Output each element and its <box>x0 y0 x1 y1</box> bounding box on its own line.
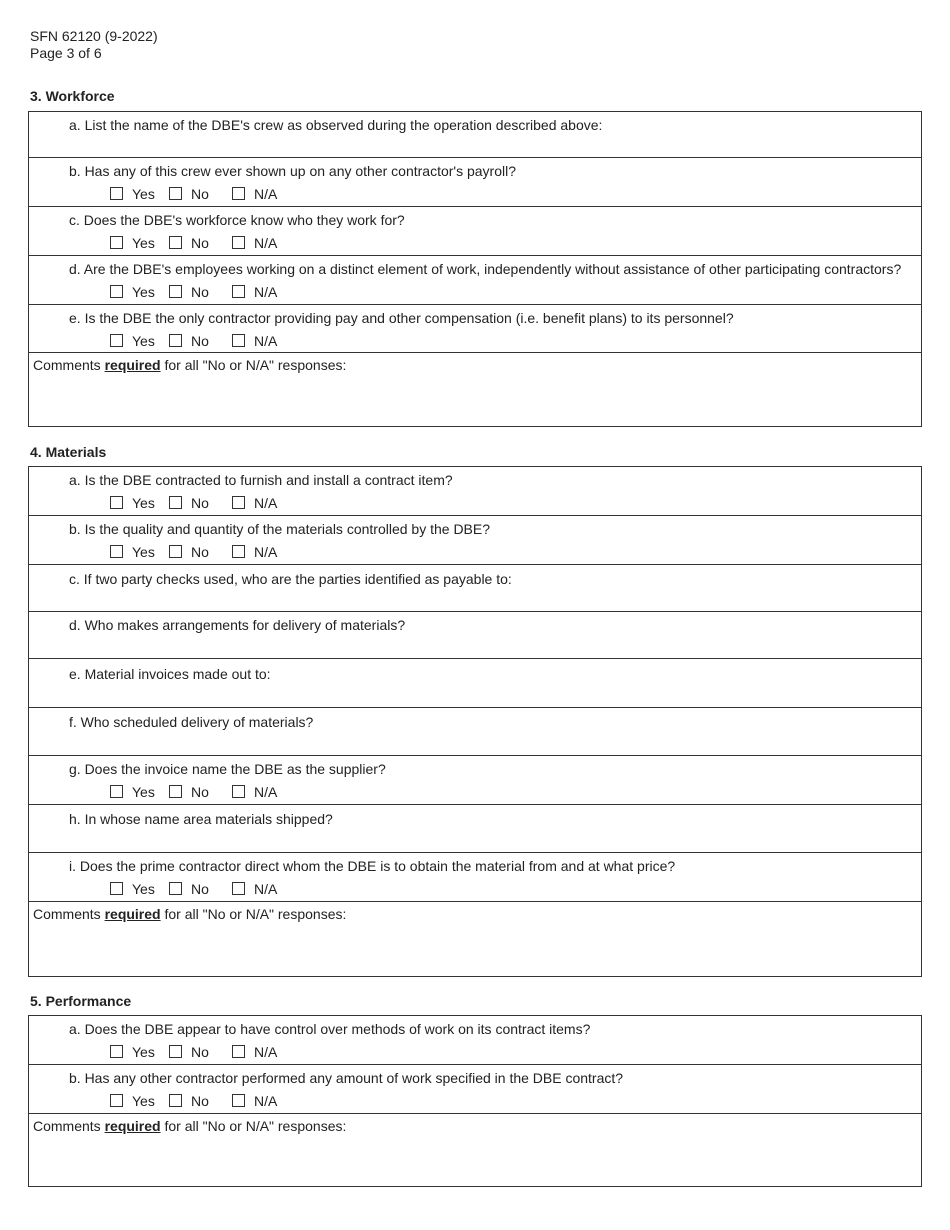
question-text: h. In whose name area materials shipped? <box>69 811 333 827</box>
no-label: No <box>191 881 209 897</box>
comments-label <box>33 357 346 373</box>
materials-question-e[interactable] <box>29 659 921 708</box>
no-label: No <box>191 284 209 300</box>
na-label: N/A <box>254 284 278 300</box>
no-label: No <box>191 495 209 511</box>
workforce-question-a[interactable] <box>29 112 921 158</box>
form-header <box>30 28 158 62</box>
question-text: b. Has any of this crew ever shown up on any other contractor's payroll? <box>69 163 517 179</box>
materials-question-i <box>29 853 921 902</box>
comments-suffix: for all "No or N/A" responses: <box>164 1118 347 1134</box>
no-label: No <box>191 784 209 800</box>
no-checkbox[interactable] <box>169 1094 182 1107</box>
question-text: g. Does the invoice name the DBE as the supplier? <box>69 761 386 777</box>
answer-options <box>110 881 410 897</box>
na-label: N/A <box>254 784 278 800</box>
na-checkbox[interactable] <box>232 1094 245 1107</box>
yes-checkbox[interactable] <box>110 496 123 509</box>
comments-required: required <box>104 357 161 373</box>
question-text: c. If two party checks used, who are the parties identified as payable to: <box>69 571 512 587</box>
materials-question-d[interactable] <box>29 612 921 659</box>
comments-suffix: for all "No or N/A" responses: <box>164 357 347 373</box>
na-checkbox[interactable] <box>232 496 245 509</box>
yes-checkbox[interactable] <box>110 882 123 895</box>
workforce-section <box>28 111 922 427</box>
materials-question-f[interactable] <box>29 708 921 756</box>
yes-label: Yes <box>132 495 155 511</box>
na-checkbox[interactable] <box>232 882 245 895</box>
yes-label: Yes <box>132 1044 155 1060</box>
no-checkbox[interactable] <box>169 785 182 798</box>
materials-comments[interactable] <box>29 902 921 976</box>
no-checkbox[interactable] <box>169 285 182 298</box>
yes-label: Yes <box>132 235 155 251</box>
question-text: a. Is the DBE contracted to furnish and install a contract item? <box>69 472 453 488</box>
workforce-comments[interactable] <box>29 353 921 426</box>
no-checkbox[interactable] <box>169 882 182 895</box>
na-label: N/A <box>254 495 278 511</box>
workforce-question-e <box>29 305 921 353</box>
question-text: f. Who scheduled delivery of materials? <box>69 714 314 730</box>
section-title-performance: 5. Performance <box>30 993 132 1009</box>
na-checkbox[interactable] <box>232 545 245 558</box>
yes-checkbox[interactable] <box>110 1045 123 1058</box>
na-label: N/A <box>254 544 278 560</box>
no-checkbox[interactable] <box>169 236 182 249</box>
workforce-question-d <box>29 256 921 305</box>
yes-checkbox[interactable] <box>110 187 123 200</box>
form-number: SFN 62120 (9-2022) <box>30 28 158 44</box>
no-checkbox[interactable] <box>169 496 182 509</box>
comments-label <box>33 1118 346 1134</box>
answer-options <box>110 235 410 251</box>
question-text: a. Does the DBE appear to have control over methods of work on its contract items? <box>69 1021 591 1037</box>
no-checkbox[interactable] <box>169 545 182 558</box>
workforce-question-c <box>29 207 921 256</box>
no-checkbox[interactable] <box>169 1045 182 1058</box>
materials-question-h[interactable] <box>29 805 921 853</box>
materials-question-b <box>29 516 921 565</box>
yes-label: Yes <box>132 333 155 349</box>
no-label: No <box>191 1044 209 1060</box>
question-text: a. List the name of the DBE's crew as observed during the operation described above: <box>69 117 603 133</box>
no-label: No <box>191 186 209 202</box>
yes-label: Yes <box>132 881 155 897</box>
comments-prefix: Comments <box>33 906 101 922</box>
na-checkbox[interactable] <box>232 285 245 298</box>
yes-checkbox[interactable] <box>110 334 123 347</box>
no-label: No <box>191 333 209 349</box>
section-title-materials: 4. Materials <box>30 444 107 460</box>
yes-checkbox[interactable] <box>110 1094 123 1107</box>
materials-section <box>28 466 922 977</box>
section-title-workforce: 3. Workforce <box>30 88 115 104</box>
yes-checkbox[interactable] <box>110 236 123 249</box>
performance-question-a <box>29 1016 921 1065</box>
performance-section <box>28 1015 922 1187</box>
no-label: No <box>191 235 209 251</box>
answer-options <box>110 544 410 560</box>
comments-required: required <box>104 1118 161 1134</box>
na-label: N/A <box>254 1093 278 1109</box>
na-label: N/A <box>254 881 278 897</box>
question-text: i. Does the prime contractor direct whom the DBE is to obtain the material from and at what price? <box>69 858 676 874</box>
answer-options <box>110 1093 410 1109</box>
na-checkbox[interactable] <box>232 236 245 249</box>
comments-label <box>33 906 346 922</box>
na-checkbox[interactable] <box>232 785 245 798</box>
question-text: e. Is the DBE the only contractor providing pay and other compensation (i.e. benefit plans) to its personnel? <box>69 310 734 326</box>
yes-label: Yes <box>132 1093 155 1109</box>
question-text: e. Material invoices made out to: <box>69 666 271 682</box>
materials-question-g <box>29 756 921 805</box>
answer-options <box>110 333 410 349</box>
yes-label: Yes <box>132 544 155 560</box>
comments-prefix: Comments <box>33 1118 101 1134</box>
materials-question-c[interactable] <box>29 565 921 612</box>
answer-options <box>110 284 410 300</box>
no-label: No <box>191 1093 209 1109</box>
na-checkbox[interactable] <box>232 187 245 200</box>
na-label: N/A <box>254 235 278 251</box>
answer-options <box>110 186 410 202</box>
na-label: N/A <box>254 1044 278 1060</box>
comments-prefix: Comments <box>33 357 101 373</box>
answer-options <box>110 495 410 511</box>
yes-label: Yes <box>132 784 155 800</box>
yes-checkbox[interactable] <box>110 285 123 298</box>
na-label: N/A <box>254 186 278 202</box>
yes-checkbox[interactable] <box>110 785 123 798</box>
performance-comments[interactable] <box>29 1114 921 1186</box>
comments-suffix: for all "No or N/A" responses: <box>164 906 347 922</box>
na-label: N/A <box>254 333 278 349</box>
na-checkbox[interactable] <box>232 1045 245 1058</box>
na-checkbox[interactable] <box>232 334 245 347</box>
comments-required: required <box>104 906 161 922</box>
no-label: No <box>191 544 209 560</box>
question-text: b. Has any other contractor performed any amount of work specified in the DBE contract? <box>69 1070 624 1086</box>
yes-label: Yes <box>132 186 155 202</box>
answer-options <box>110 784 410 800</box>
question-text: d. Are the DBE's employees working on a distinct element of work, independently without assistance of other participating contractors? <box>69 261 902 277</box>
question-text: c. Does the DBE's workforce know who they work for? <box>69 212 405 228</box>
question-text: d. Who makes arrangements for delivery of materials? <box>69 617 406 633</box>
materials-question-a <box>29 467 921 516</box>
yes-checkbox[interactable] <box>110 545 123 558</box>
question-text: b. Is the quality and quantity of the materials controlled by the DBE? <box>69 521 491 537</box>
no-checkbox[interactable] <box>169 334 182 347</box>
yes-label: Yes <box>132 284 155 300</box>
page-number: Page 3 of 6 <box>30 45 102 61</box>
no-checkbox[interactable] <box>169 187 182 200</box>
workforce-question-b <box>29 158 921 207</box>
answer-options <box>110 1044 410 1060</box>
performance-question-b <box>29 1065 921 1114</box>
